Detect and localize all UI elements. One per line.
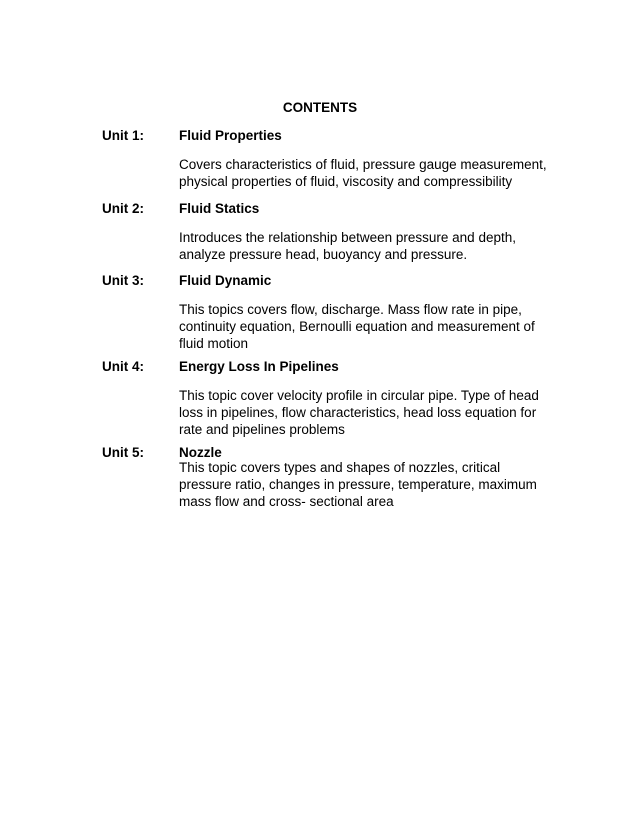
unit-title: Fluid Statics — [179, 201, 260, 216]
unit-number: Unit 3: — [102, 273, 144, 288]
unit-title: Nozzle — [179, 445, 222, 460]
page-title — [0, 100, 638, 116]
unit-description: This topic cover velocity profile in circular pipe. Type of head loss in pipelines, flow characteristics, head loss equation for rate and pipelines problems — [179, 388, 539, 437]
unit-number: Unit 2: — [102, 201, 144, 216]
unit-title: Fluid Properties — [179, 128, 282, 143]
unit-description: Introduces the relationship between pressure and depth, analyze pressure head, buoyancy and pressure. — [179, 230, 516, 262]
unit-number: Unit 1: — [102, 128, 144, 143]
unit-number: Unit 5: — [102, 445, 144, 460]
unit-title: Fluid Dynamic — [179, 273, 272, 288]
unit-description: This topics covers flow, discharge. Mass flow rate in pipe, continuity equation, Bernoulli equation and measurement of fluid motion — [179, 302, 535, 351]
unit-number: Unit 4: — [102, 359, 144, 374]
unit-title: Energy Loss In Pipelines — [179, 359, 339, 374]
unit-description: This topic covers types and shapes of nozzles, critical pressure ratio, changes in pressure, temperature, maximum mass flow and cross- sectional area — [179, 460, 537, 509]
unit-description: Covers characteristics of fluid, pressure gauge measurement, physical properties of fluid, viscosity and compressibility — [179, 157, 547, 189]
contents-heading: CONTENTS — [282, 100, 358, 115]
